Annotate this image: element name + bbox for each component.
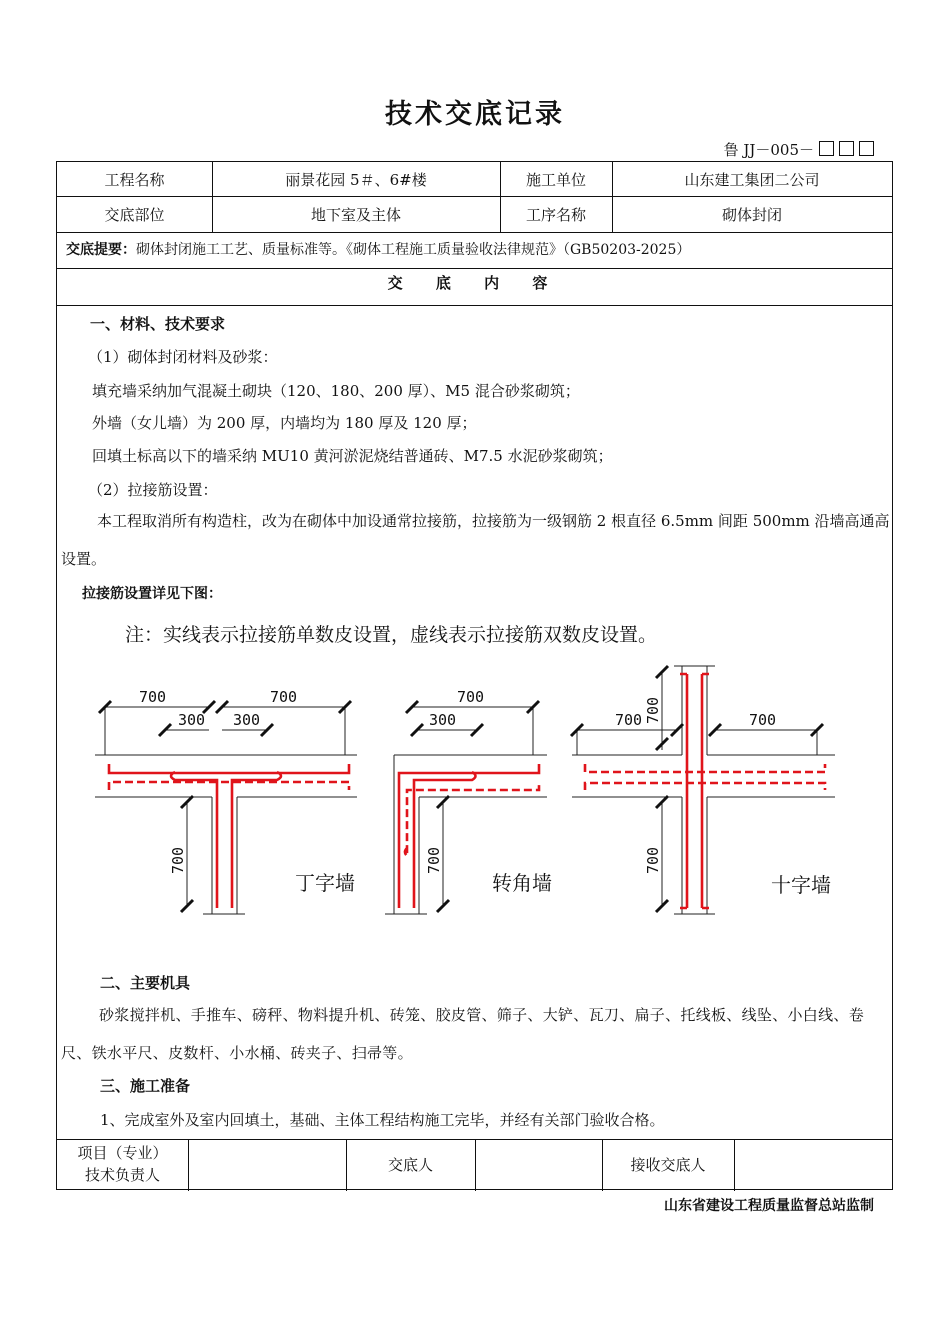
summary-label: 交底提要： xyxy=(66,242,136,258)
document-title: 技术交底记录 xyxy=(385,99,565,130)
value-process: 砌体封闭 xyxy=(721,206,782,224)
document-code xyxy=(724,139,874,160)
paragraph: 外墙（女儿墙）为 200 厚，内墙均为 180 厚及 120 厚； xyxy=(92,414,477,432)
label-location: 交底部位 xyxy=(104,206,165,224)
rebar-solid xyxy=(232,772,281,908)
t-wall-diagram xyxy=(95,688,357,914)
dim-label: 700 xyxy=(169,846,187,874)
content-heading: 交 底 内 容 xyxy=(387,274,562,292)
code-box xyxy=(819,141,834,156)
rebar-dashed xyxy=(585,764,825,772)
dim-label: 700 xyxy=(749,711,777,729)
summary-line xyxy=(66,239,690,259)
rebar-solid xyxy=(109,764,349,773)
label-tech-lead xyxy=(57,1139,188,1189)
label-recipient: 接收交底人 xyxy=(630,1155,706,1174)
label-contractor: 施工单位 xyxy=(525,170,586,189)
rebar-solid xyxy=(680,674,709,908)
cross-wall-label: 十字墙 xyxy=(771,873,831,897)
section-3-title: 三、施工准备 xyxy=(100,1077,191,1095)
value-project-name: 丽景花园 5＃、6#楼 xyxy=(285,170,427,189)
rebar-dashed xyxy=(109,782,349,790)
code-box xyxy=(839,141,854,156)
paragraph: 砂浆搅拌机、手推车、磅秤、物料提升机、砖笼、胶皮管、筛子、大铲、瓦刀、扁子、托线板、线坠、小白线、卷尺、铁水平尺、皮数杆、小水桶、砖夹子、扫帚等。 xyxy=(61,1006,865,1062)
table-line xyxy=(57,232,892,233)
paragraph: （1）砌体封闭材料及砂浆： xyxy=(88,348,278,366)
rebar-dashed xyxy=(405,782,539,856)
dim-label: 700 xyxy=(270,688,298,706)
dim-label: 300 xyxy=(178,711,206,729)
t-wall-label: 丁字墙 xyxy=(295,871,355,895)
table-line xyxy=(475,1139,476,1191)
label-tech-lead-line1: 项目（专业） xyxy=(77,1144,168,1162)
rebar-diagram xyxy=(77,652,877,932)
code-box xyxy=(859,141,874,156)
table-line xyxy=(734,1139,735,1191)
value-location: 地下室及主体 xyxy=(310,206,401,224)
record-table xyxy=(56,161,893,1190)
corner-wall-label: 转角墙 xyxy=(492,871,552,895)
dim-label: 700 xyxy=(644,696,662,724)
diagram-note: 注：实线表示拉接筋单数皮设置，虚线表示拉接筋双数皮设置。 xyxy=(125,624,658,646)
rebar-solid xyxy=(171,772,217,908)
label-project-name: 工程名称 xyxy=(104,170,165,189)
table-line xyxy=(188,1139,189,1191)
corner-wall-diagram xyxy=(385,688,552,914)
paragraph: （2）拉接筋设置： xyxy=(88,481,218,499)
footer-issuer: 山东省建设工程质量监督总站监制 xyxy=(664,1198,874,1214)
dim-label: 700 xyxy=(644,846,662,874)
dim-label: 300 xyxy=(429,711,457,729)
table-line xyxy=(57,305,892,306)
paragraph: 本工程取消所有构造柱，改为在砌体中加设通常拉接筋，拉接筋为一级钢筋 2 根直径 6.5mm 间距 500mm 沿墙高通高设置。 xyxy=(61,512,890,568)
table-line xyxy=(57,268,892,269)
dim-label: 700 xyxy=(457,688,485,706)
section-2-title: 二、主要机具 xyxy=(100,974,191,992)
paragraph: 回填土标高以下的墙采纳 MU10 黄河淤泥烧结普通砖、M7.5 水泥砂浆砌筑； xyxy=(92,447,613,465)
code-prefix: 鲁 JJ－005－ xyxy=(723,141,814,159)
label-presenter: 交底人 xyxy=(387,1155,433,1174)
diagram-caption: 拉接筋设置详见下图： xyxy=(82,586,222,602)
value-contractor: 山东建工集团二公司 xyxy=(684,170,820,189)
rebar-dashed xyxy=(585,783,825,790)
dim-label: 700 xyxy=(425,846,443,874)
label-process: 工序名称 xyxy=(525,206,586,224)
paragraph: 1、完成室外及室内回填土，基础、主体工程结构施工完毕，并经有关部门验收合格。 xyxy=(100,1111,665,1129)
dim-label: 700 xyxy=(615,711,643,729)
label-tech-lead-line2: 技术负责人 xyxy=(84,1166,160,1184)
rebar-solid xyxy=(414,772,476,908)
dim-label: 300 xyxy=(233,711,261,729)
cross-wall-diagram xyxy=(571,666,835,914)
section-1-title: 一、材料、技术要求 xyxy=(90,315,226,333)
paragraph: 填充墙采纳加气混凝土砌块（120、180、200 厚）、M5 混合砂浆砌筑； xyxy=(92,382,580,400)
summary-text: 砌体封闭施工工艺、质量标准等。《砌体工程施工质量验收法律规范》（GB50203-2025） xyxy=(136,242,691,258)
dim-label: 700 xyxy=(139,688,167,706)
